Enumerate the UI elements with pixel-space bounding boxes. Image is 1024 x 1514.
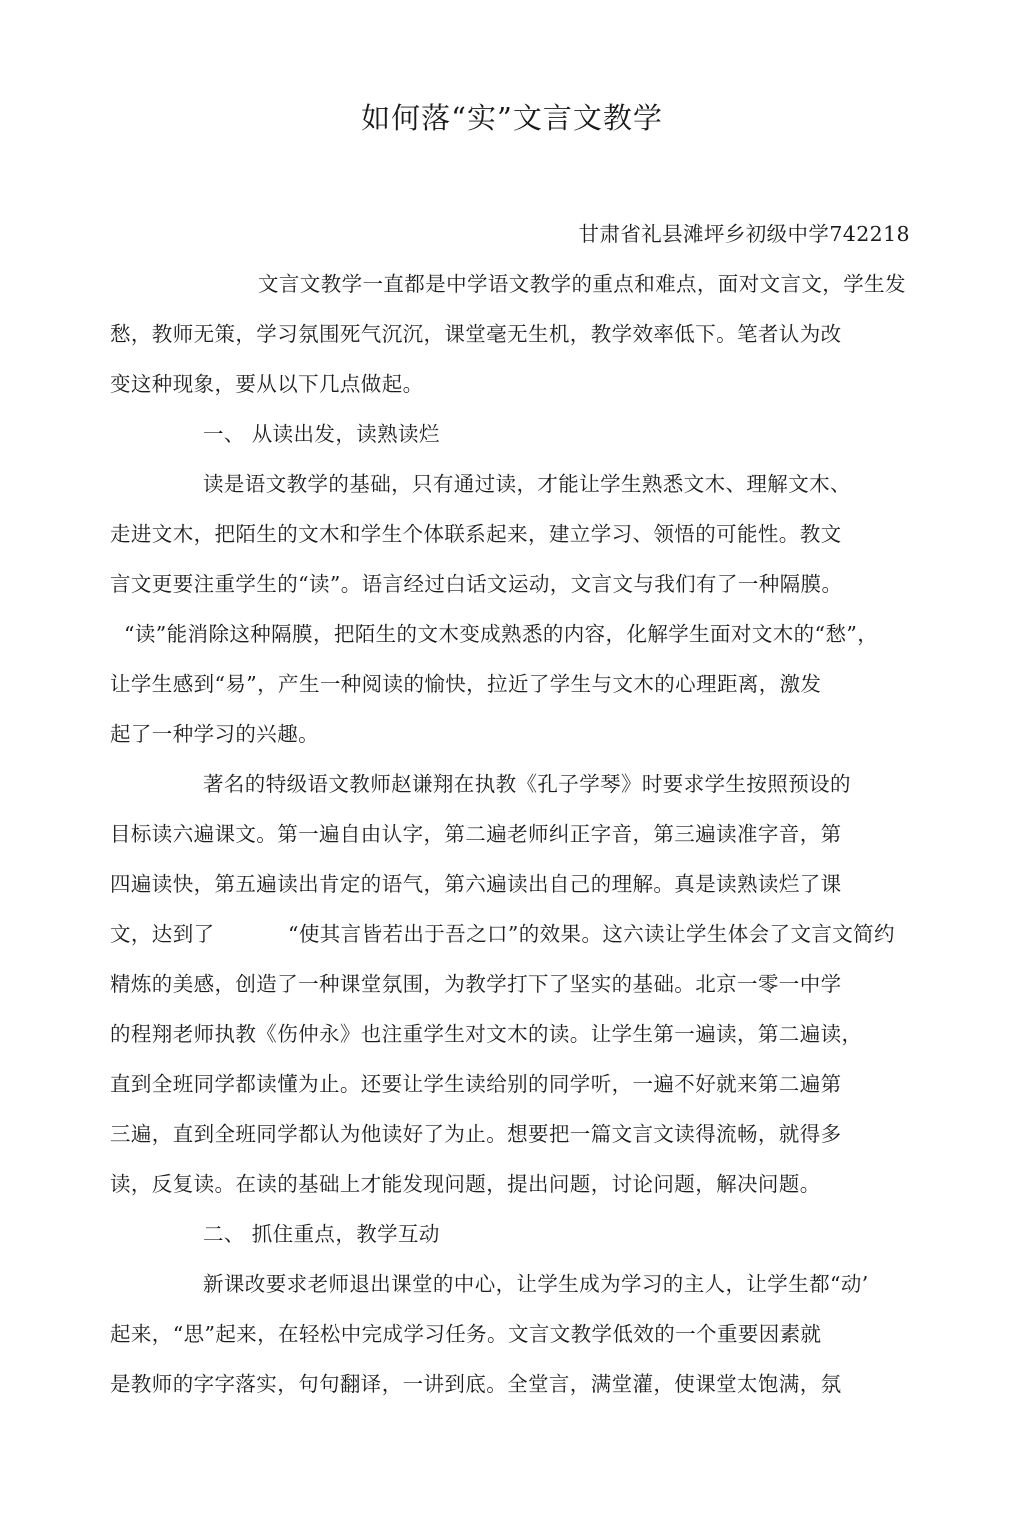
- author-affiliation: 甘肃省礼县滩坪乡初级中学742218: [578, 222, 910, 246]
- section-1-para-2-line-5: 精炼的美感，创造了一种课堂氛围，为教学打下了坚实的基础。北京一零一中学: [110, 972, 842, 996]
- section-1-para-2-line-1: 著名的特级语文教师赵谦翔在执教《孔子学琴》时要求学生按照预设的: [203, 772, 851, 796]
- section-1-para-1-line-1: 读是语文教学的基础，只有通过读，才能让学生熟悉文木、理解文木、: [203, 472, 851, 496]
- section-1-para-1-line-3: 言文更要注重学生的“读”。语言经过白话文运动，文言文与我们有了一种隔膜。: [110, 572, 843, 596]
- intro-line-1: 文言文教学一直都是中学语文教学的重点和难点，面对文言文，学生发: [258, 272, 906, 296]
- section-1-para-1-line-4: “读”能消除这种隔膜，把陌生的文木变成熟悉的内容，化解学生面对文木的“愁”，: [124, 622, 879, 646]
- section-1-para-1-line-5: 让学生感到“易”，产生一种阅读的愉快，拉近了学生与文木的心理距离，激发: [110, 672, 822, 696]
- intro-line-2: 愁，教师无策，学习氛围死气沉沉，课堂毫无生机，教学效率低下。笔者认为改: [110, 322, 842, 346]
- section-2-para-1-line-3: 是教师的字字落实，句句翻译，一讲到底。全堂言，满堂灌，使课堂太饱满，氛: [110, 1372, 842, 1396]
- section-2-para-1-line-1: 新课改要求老师退出课堂的中心，让学生成为学习的主人，让学生都“动’: [203, 1272, 869, 1296]
- section-1-para-2-line-7: 直到全班同学都读懂为止。还要让学生读给别的同学听，一遍不好就来第二遍第: [110, 1072, 842, 1096]
- intro-line-3: 变这种现象，要从以下几点做起。: [110, 372, 424, 396]
- section-1-para-2-line-2: 目标读六遍课文。第一遍自由认字，第二遍老师纠正字音，第三遍读准字音，第: [110, 822, 842, 846]
- section-1-para-2-line-4a: 文，达到了: [110, 922, 215, 946]
- section-1-para-2-line-6: 的程翔老师执教《伤仲永》也注重学生对文木的读。让学生第一遍读，第二遍读，: [110, 1022, 863, 1046]
- document-title: 如何落“实”文言文教学: [361, 101, 663, 135]
- section-1-para-1-line-6: 起了一种学习的兴趣。: [110, 722, 319, 746]
- section-1-para-2-line-3: 四遍读快，第五遍读出肯定的语气，第六遍读出自己的理解。真是读熟读烂了课: [110, 872, 842, 896]
- section-1-para-2-line-8: 三遍，直到全班同学都认为他读好了为止。想要把一篇文言文读得流畅，就得多: [110, 1122, 842, 1146]
- section-2-para-1-line-2: 起来，“思”起来，在轻松中完成学习任务。文言文教学低效的一个重要因素就: [110, 1322, 822, 1346]
- section-2-heading: 二、 抓住重点，教学互动: [203, 1222, 440, 1246]
- section-1-para-2-line-4b: “使其言皆若出于吾之口”的效果。这六读让学生体会了文言文简约: [288, 922, 895, 946]
- section-1-para-1-line-2: 走进文木，把陌生的文木和学生个体联系起来，建立学习、领悟的可能性。教文: [110, 522, 842, 546]
- section-1-heading: 一、 从读出发，读熟读烂: [203, 422, 440, 446]
- section-1-para-2-line-9: 读，反复读。在读的基础上才能发现问题，提出问题，讨论问题，解决问题。: [110, 1172, 821, 1196]
